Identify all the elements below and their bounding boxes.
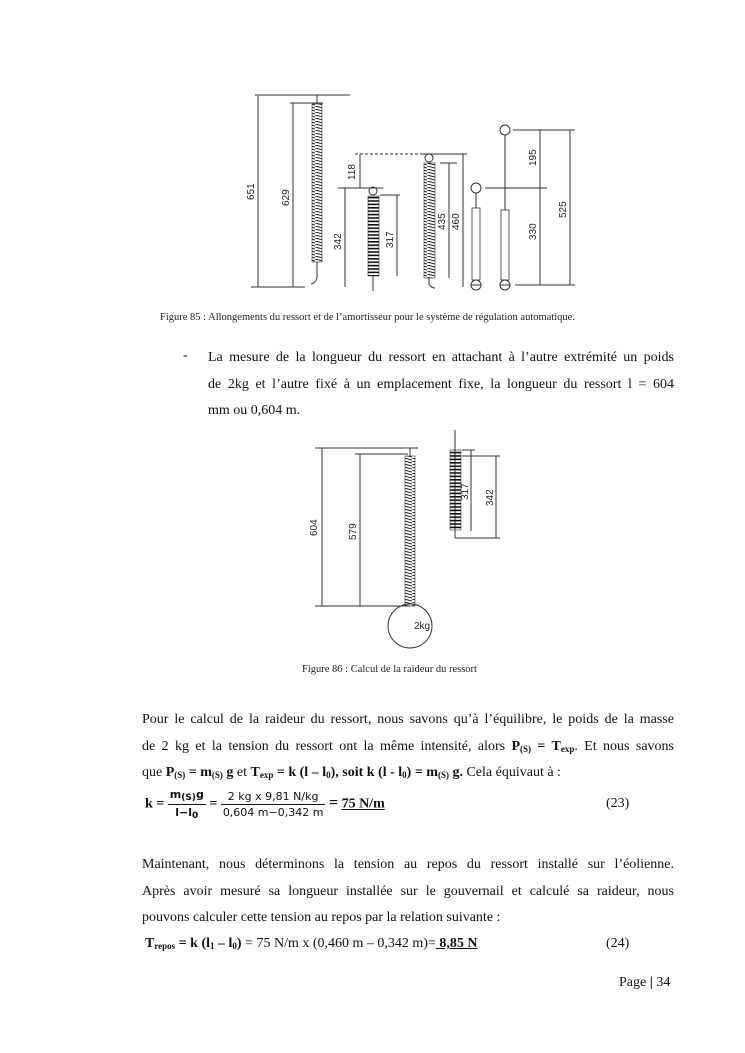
dim-651: 651: [246, 183, 257, 200]
fraction-symbolic: $\frac{m_{(S)}g}{l-l_0}$: [169, 788, 204, 821]
equation-23: k = $\frac{m_{(S)}g}{l-l_0}$ = $\frac{\text{2 kg x 9,81 N/kg}}{0,604 m-0,342 m}$ = 75 N/m: [145, 788, 385, 821]
para1-line-2: de 2 kg et la tension du ressort ont la même intensité, alors $P_{(S)} = T_{exp}$. Et nous savons: [142, 738, 674, 754]
figure-85-drawing: [235, 88, 580, 298]
para1-line-3: que $P_{(S)} = m_{(S)}$ g et $T_{exp} = k$ $(l - l_0)$, soit k $(l - l_0) = m_{(S)}$ g. Cela équivaut à :: [142, 765, 561, 780]
para1-line-1: Pour le calcul de la raideur du ressort, nous savons qu’à l’équilibre, le poids de la masse: [142, 712, 674, 727]
paragraph-1: [142, 707, 674, 787]
para2-line-3: pouvons calculer cette tension au repos par la relation suivante :: [142, 910, 501, 925]
page-number: Page | 34: [619, 975, 671, 990]
eq23-number: (23): [606, 796, 630, 811]
paragraph-2: [142, 852, 674, 932]
figure-85-caption: Figure 85 : Allongements du ressort et de l’amortisseur pour le système de régulation automatique.: [160, 312, 575, 323]
weight-label: 2kg: [414, 621, 431, 632]
dim-460: 460: [451, 213, 462, 230]
dim-579: 579: [348, 523, 359, 540]
fraction-numeric: $\frac{\text{2 kg x 9,81 N/kg}}{0,604 m-0,342 m}$: [222, 790, 324, 819]
bullet-dash: -: [183, 348, 188, 363]
dim-317: 317: [385, 231, 396, 248]
dim-435: 435: [437, 213, 448, 230]
dim-195: 195: [528, 149, 539, 166]
dim-525: 525: [558, 201, 569, 218]
bullet-paragraph: [208, 345, 674, 425]
bullet-line-3: mm ou 0,604 m.: [208, 403, 301, 418]
bullet-line-2: de 2kg et l’autre fixé à un emplacement fixe, la longueur du ressort l = 604: [208, 376, 674, 392]
figure-86-caption: Figure 86 : Calcul de la raideur du ressort: [302, 664, 477, 675]
para2-line-1: Maintenant, nous déterminons la tension au repos du ressort installé sur l’éolienne.: [142, 857, 674, 872]
dim-118: 118: [347, 164, 358, 180]
bullet-line-1: La mesure de la longueur du ressort en attachant à l’autre extrémité un poids: [208, 350, 674, 365]
figure-86-drawing: [300, 428, 505, 660]
dim-342-fig86: 342: [485, 489, 496, 506]
eq24-result: 8,85 N: [435, 936, 478, 951]
dim-342: 342: [333, 233, 344, 250]
dim-629: 629: [281, 189, 292, 206]
para2-line-2: Après avoir mesuré sa longueur installée sur le gouvernail et calculé sa raideur, nous: [142, 883, 674, 899]
eq23-result: 75 N/m: [341, 796, 385, 812]
dim-317-fig86: 317: [460, 483, 471, 500]
eq24-number: (24): [606, 936, 630, 951]
dim-604: 604: [309, 519, 320, 536]
dim-330: 330: [528, 223, 539, 240]
equation-24: $T_{repos} = k$ $(l_1 - l_0) = 75$ N/m x (0,460 m – 0,342 m)= 8,85 N: [145, 936, 478, 951]
